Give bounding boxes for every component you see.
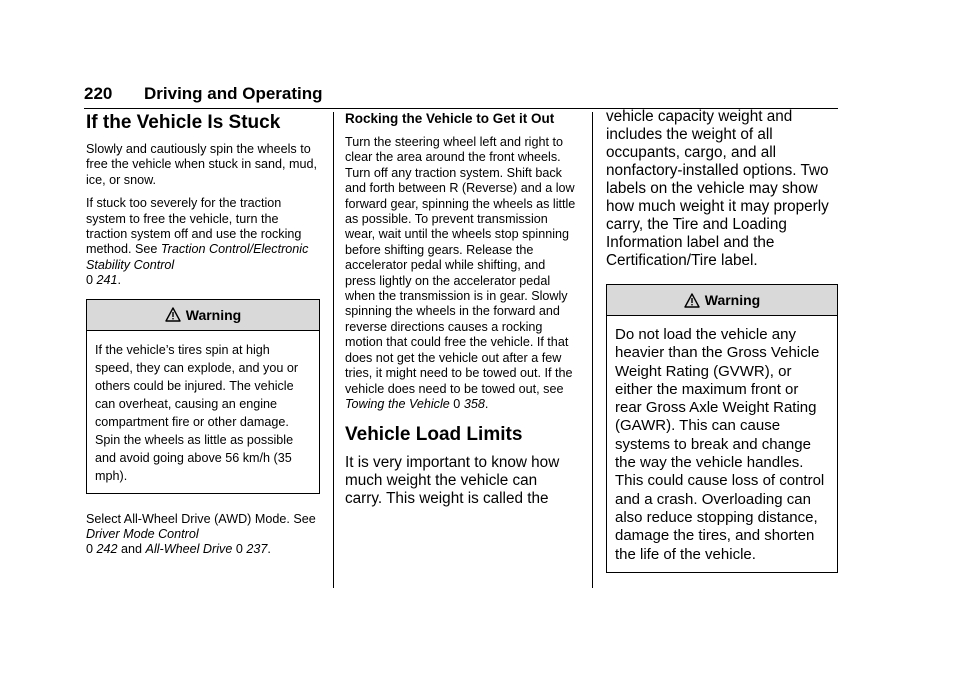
warning-text: Do not load the vehicle any heavier than the Gross Vehicle Weight Rating (GVWR), or either the maximum front or rear Gross Axle Weight Rating (GAWR). This can cause systems to break and change the way the vehicle handles. This could cause loss of control and a crash. Overloading can also reduce stopping distance, damage the tires, and shorten the life of the vehicle. [615,326,825,563]
page-ref-glyph: 0 [453,396,461,411]
link-traction-control[interactable]: Traction Control/Electronic Stability Control [86,242,309,272]
page-number: 220 [84,84,113,103]
column-divider-1 [333,112,334,588]
heading-stuck: If the Vehicle Is Stuck [86,112,281,133]
column-2 [345,108,577,508]
heading-rocking: Rocking the Vehicle to Get it Out [345,111,555,126]
link-page-237[interactable]: 237 [246,542,268,557]
warning-box-tires [86,299,320,494]
warning-icon [684,293,700,308]
heading-load-limits: Vehicle Load Limits [345,424,523,446]
link-driver-mode-control[interactable]: Driver Mode Control [86,527,199,542]
para-traction: If stuck too severely for the traction system to free the vehicle, turn the traction system off and use the rocking method. See Traction Control/Electronic Stability Control 0 241. [86,196,309,288]
page-ref-glyph: 0 [86,273,94,288]
warning-label: Warning [704,292,761,308]
para-rocking-text: Turn the steering wheel left and right to clear the area around the front wheels. Turn off any traction system. Shift back and forth between R (Reverse) and a low forward gear, spinning the wheels as little as possible. To prevent transmission wear, wait until the wheels stop spinning before shifting gears. Release the accelerator pedal while shifting, and press lightly on the accelerator pedal when the transmission is in gear. Slowly spinning the wheels in the forward and reverse directions causes a rocking motion that could free the vehicle. If that does not get the vehicle out after a few tries, it might need to be towed out. If the vehicle does need to be towed out, see [345,135,576,396]
para-traction-text: If stuck too severely for the traction system to free the vehicle, turn the traction system off and use the rocking method. See [86,196,302,257]
link-page-358[interactable]: 358 [463,396,485,411]
column-1 [86,108,320,566]
warning-header [87,300,319,331]
warning-box-load [606,284,838,573]
column-divider-2 [592,112,593,588]
link-page-242[interactable]: 242 [96,542,118,557]
column-3 [606,108,838,591]
para-load-limits: It is very important to know how much weight the vehicle can carry. This weight is called the [345,454,560,508]
link-all-wheel-drive[interactable]: All-Wheel Drive [145,542,233,557]
page-ref-glyph: 0 [235,542,243,557]
section-title: Driving and Operating [144,84,323,103]
period: . [484,396,489,411]
and-text: and [117,542,146,557]
warning-header [607,285,837,316]
warning-label: Warning [185,306,242,323]
warning-text: If the vehicle’s tires spin at high speed, they can explode, and you or others could be injured. The vehicle can overheat, causing an engine compartment fire or other damage. Spin the wheels as little as possible and avoid going above 56 km/h (35 mph). [95,342,299,483]
para-awd [86,512,320,558]
link-page-241[interactable]: 241 [96,273,118,288]
para-awd-text: Select All-Wheel Drive (AWD) Mode. See [86,511,316,526]
para-rocking [345,135,577,412]
period: . [267,542,271,557]
para-capacity: vehicle capacity weight and includes the weight of all occupants, cargo, and all nonfactory-installed options. Two labels on the vehicle may show how much weight it may properly carry, the Tire and Loading Information label and the Certification/Tire label. [606,108,829,269]
para-spin-wheels: Slowly and cautiously spin the wheels to free the vehicle when stuck in sand, mud, ice, or snow. [86,142,318,187]
link-towing-vehicle[interactable]: Towing the Vehicle [345,396,450,411]
page-ref-glyph: 0 [86,542,94,557]
warning-icon [165,307,181,322]
page-header [84,84,838,109]
